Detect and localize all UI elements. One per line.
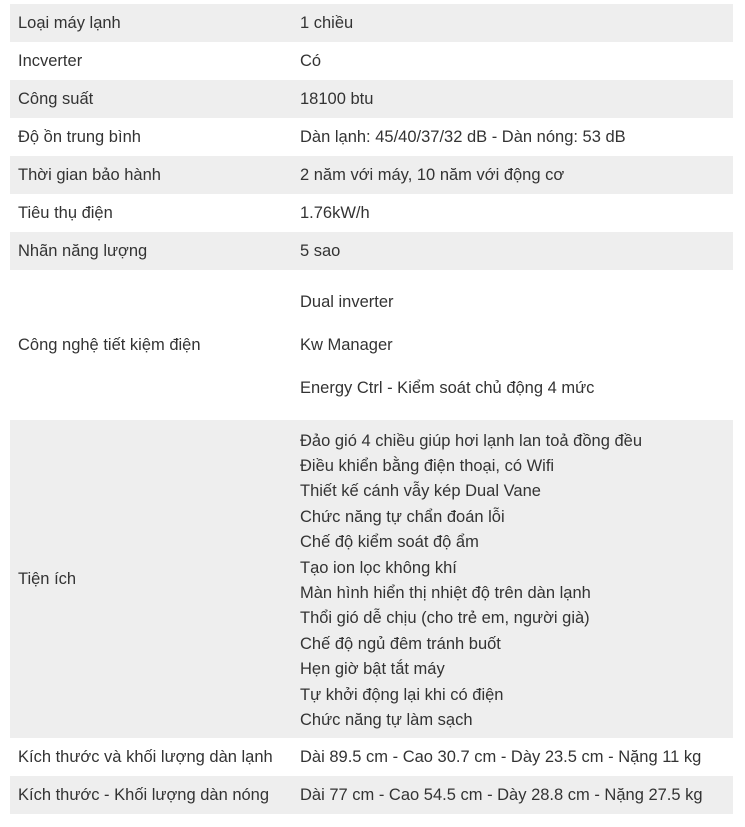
spec-table xyxy=(10,4,733,814)
spec-row-noise xyxy=(10,118,733,156)
list-item: Chức năng tự làm sạch xyxy=(300,711,473,730)
list-item: Chức năng tự chẩn đoán lỗi xyxy=(300,507,505,526)
spec-label: Tiện ích xyxy=(18,569,77,588)
list-item: Tự khởi động lại khi có điện xyxy=(300,685,504,704)
spec-row-energy-tech xyxy=(10,270,733,420)
list-item: Đảo gió 4 chiều giúp hơi lạnh lan toả đồng đều xyxy=(300,431,642,450)
spec-value: 5 sao xyxy=(300,241,341,260)
spec-row-outdoor-dimensions xyxy=(10,776,733,814)
spec-row-type xyxy=(10,4,733,42)
spec-row-capacity xyxy=(10,80,733,118)
spec-value: Dài 89.5 cm - Cao 30.7 cm - Dày 23.5 cm - Nặng 11 kg xyxy=(300,747,702,766)
spec-label: Công nghệ tiết kiệm điện xyxy=(18,335,201,354)
spec-value: Dàn lạnh: 45/40/37/32 dB - Dàn nóng: 53 dB xyxy=(300,127,626,146)
spec-value: 1.76kW/h xyxy=(300,203,370,222)
spec-label: Thời gian bảo hành xyxy=(18,165,161,184)
list-item: Hẹn giờ bật tắt máy xyxy=(300,660,445,679)
list-item: Kw Manager xyxy=(300,335,393,354)
spec-label: Tiêu thụ điện xyxy=(18,203,113,222)
spec-label: Loại máy lạnh xyxy=(18,13,121,32)
spec-label: Độ ồn trung bình xyxy=(18,127,141,146)
spec-value-list xyxy=(292,425,733,734)
list-item: Điều khiển bằng điện thoại, có Wifi xyxy=(300,456,555,475)
spec-label: Kích thước và khối lượng dàn lạnh xyxy=(18,747,273,766)
list-item: Màn hình hiển thị nhiệt độ trên dàn lạnh xyxy=(300,584,591,602)
list-item: Chế độ ngủ đêm tránh buốt xyxy=(300,634,501,653)
spec-value: 18100 btu xyxy=(300,89,374,108)
list-item: Tạo ion lọc không khí xyxy=(300,558,457,577)
list-item: Chế độ kiểm soát độ ẩm xyxy=(300,533,479,552)
list-item: Thiết kế cánh vẫy kép Dual Vane xyxy=(300,482,541,501)
list-item: Dual inverter xyxy=(300,292,394,311)
spec-value-list xyxy=(292,281,733,410)
spec-row-indoor-dimensions xyxy=(10,738,733,776)
spec-row-inverter xyxy=(10,42,733,80)
spec-value: 2 năm với máy, 10 năm với động cơ xyxy=(300,165,565,184)
spec-value: 1 chiều xyxy=(300,13,354,32)
spec-row-power-consumption xyxy=(10,194,733,232)
list-item: Energy Ctrl - Kiểm soát chủ động 4 mức xyxy=(300,378,595,397)
spec-label: Incverter xyxy=(18,51,83,70)
spec-row-energy-label xyxy=(10,232,733,270)
spec-label: Nhãn năng lượng xyxy=(18,241,148,260)
spec-row-utilities xyxy=(10,420,733,738)
list-item: Thổi gió dễ chịu (cho trẻ em, người già) xyxy=(300,609,590,628)
spec-value: Có xyxy=(300,51,322,70)
spec-label: Công suất xyxy=(18,89,94,108)
spec-label: Kích thước - Khối lượng dàn nóng xyxy=(18,785,270,804)
spec-value: Dài 77 cm - Cao 54.5 cm - Dày 28.8 cm - Nặng 27.5 kg xyxy=(300,785,703,804)
spec-row-warranty xyxy=(10,156,733,194)
